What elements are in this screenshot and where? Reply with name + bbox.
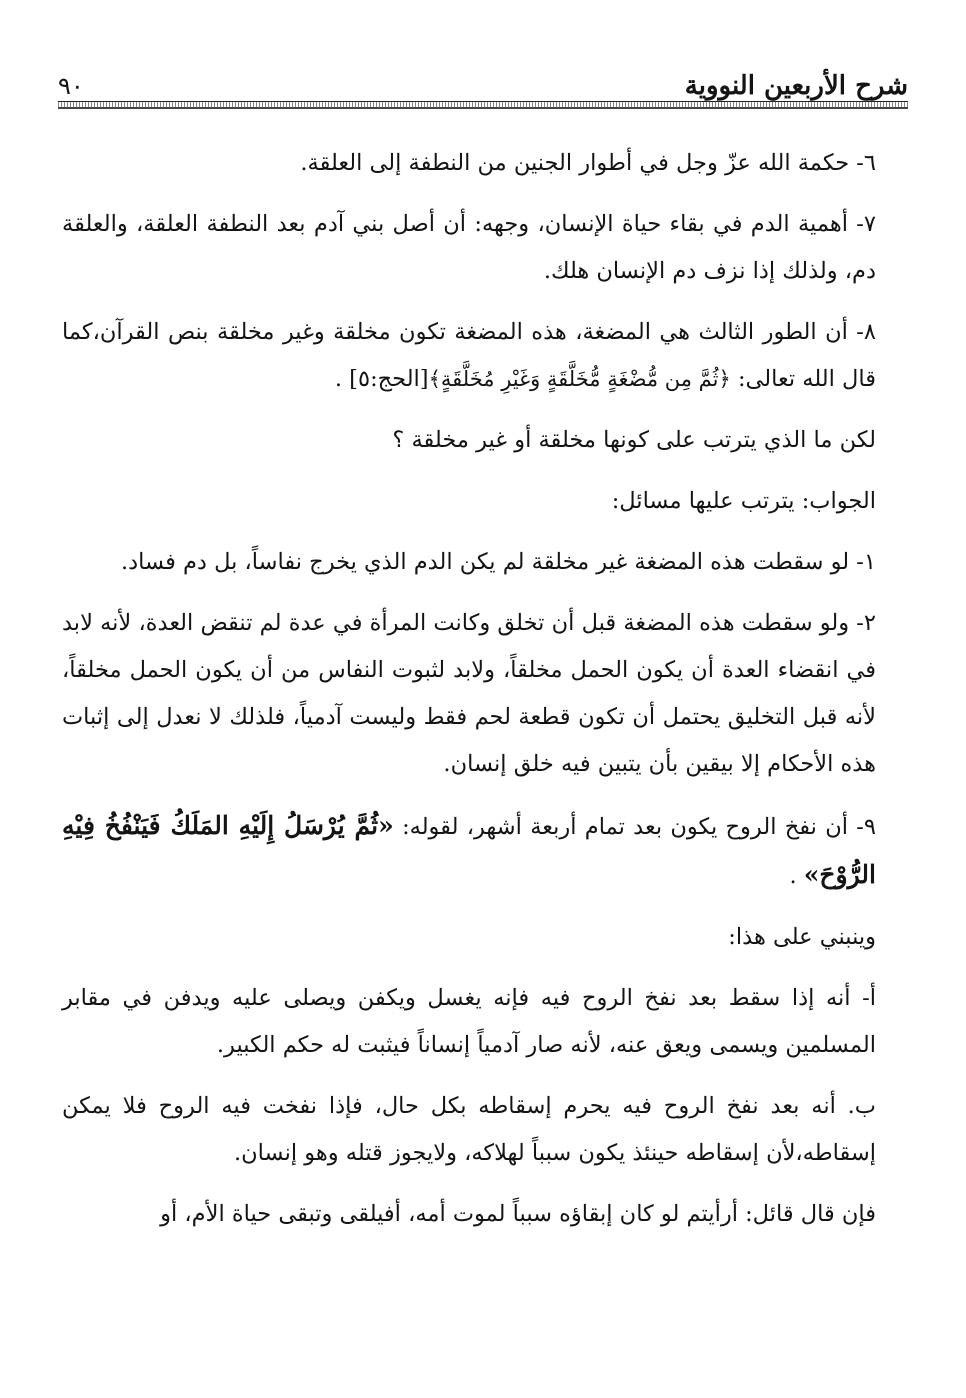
paragraph-text: ٨- أن الطور الثالث هي المضغة، هذه المضغة تكون مخلقة وغير مخلقة بنص القرآن،كما قال الله تعالى: [62,319,876,392]
paragraph-7 [62,201,876,295]
issue-2 [62,600,876,788]
paragraph-text: أ- أنه إذا سقط بعد نفخ الروح فيه فإنه يغسل ويكفن ويصلى عليه ويدفن في مقابر المسلمين ويسمى ويعق عنه، لأنه صار آدمياً إنساناً فيثبت له حكم الكبير. [62,985,876,1058]
paragraph-text: فإن قال قائل: أرأيتم لو كان إبقاؤه سبباً لموت أمه، أفيلقى وتبقى حياة الأم، أو [160,1201,876,1227]
header-rule [58,101,908,109]
consequence-intro [62,914,876,961]
paragraph-text: ٦- حكمة الله عزّ وجل في أطوار الجنين من النطفة إلى العلقة. [300,150,876,176]
paragraph-text: ب. أنه بعد نفخ الروح فيه يحرم إسقاطه بكل حال، فإذا نفخت فيه الروح فلا يمكن إسقاطه،لأن إسقاطه حينئذ يكون سبباً لهلاكه، ولايجوز قتله وهو إنسان. [62,1093,876,1166]
verse-reference: [الحج:٥] . [334,366,429,392]
sentence-end: . [789,863,804,889]
issue-1 [62,539,876,586]
paragraph-8 [62,309,876,403]
paragraph-text: الجواب: يترتب عليها مسائل: [611,488,876,514]
consequence-b [62,1083,876,1177]
page-header [58,60,908,102]
paragraph-text: ٧- أهمية الدم في بقاء حياة الإنسان، وجهه: أن أصل بني آدم بعد النطفة العلقة، والعلقة دم، ولذلك إذا نزف دم الإنسان هلك. [62,211,876,284]
consequence-a [62,975,876,1069]
paragraph-6 [62,140,876,187]
paragraph-text: وينبني على هذا: [728,924,876,950]
quran-verse: ﴿ثُمَّ مِن مُّضْغَةٍ مُّخَلَّقَةٍ وَغَيْرِ مُخَلَّقَةٍ﴾ [428,367,731,391]
book-title: شرح الأربعين النووية [684,71,908,101]
paragraph-9 [62,802,876,900]
question-paragraph [62,417,876,464]
answer-paragraph [62,478,876,525]
page-number: ٩٠ [58,72,84,100]
paragraph-text: ١- لو سقطت هذه المضغة غير مخلقة لم يكن الدم الذي يخرج نفاساً، بل دم فساد. [120,549,876,575]
objection-paragraph [62,1191,876,1238]
paragraph-text: ٩- أن نفخ الروح يكون بعد تمام أربعة أشهر، لقوله: [402,814,877,840]
page-body [62,140,876,1252]
paragraph-text: لكن ما الذي يترتب على كونها مخلقة أو غير مخلقة ؟ [392,427,876,453]
hadith-quote: «ثُمَّ يُرْسَلُ إِلَيْهِ المَلَكُ فَيَنْفُخُ فِيْهِ الرُّوْحَ» [62,811,876,889]
paragraph-text: ٢- ولو سقطت هذه المضغة قبل أن تخلق وكانت المرأة في عدة لم تنقض العدة، لأنه لابد في انقضاء العدة أن يكون الحمل مخلقاً، ولابد لثبوت النفاس من أن يكون الحمل مخلقاً، لأنه قبل التخليق يحتمل أن تكون قطعة لحم فقط وليست آدمياً، فلذلك لا نعدل إلى إثبات هذه الأحكام إلا بيقين بأن يتبين فيه خلق إنسان. [62,610,876,777]
